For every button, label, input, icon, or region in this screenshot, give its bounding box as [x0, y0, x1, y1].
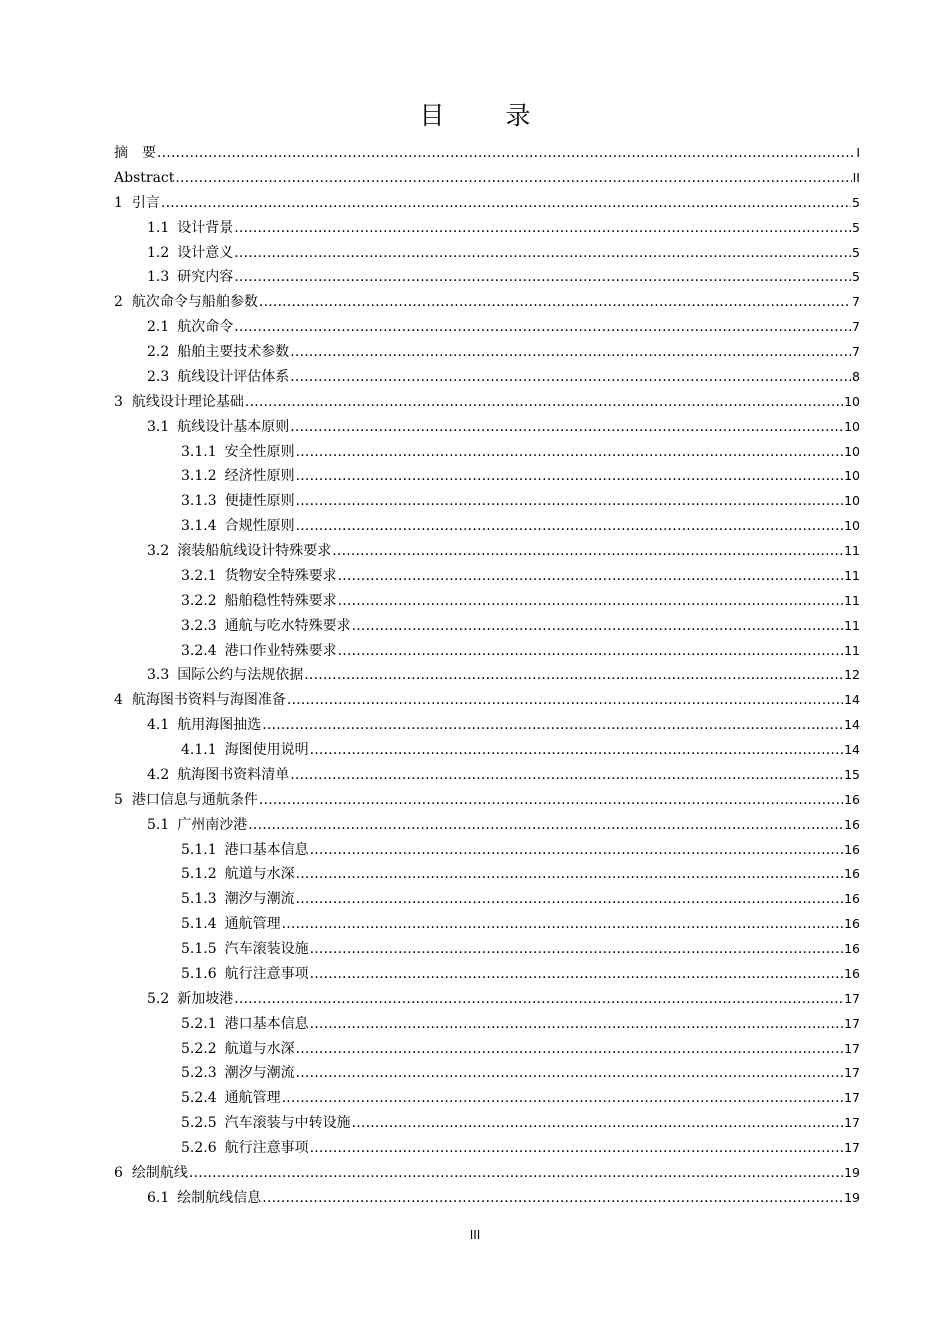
- toc-entry-page: I: [856, 145, 860, 160]
- toc-entry[interactable]: [114, 1111, 860, 1136]
- toc-entry[interactable]: [114, 340, 860, 365]
- toc-entry-page: 17: [844, 1140, 860, 1155]
- toc-dot-leader: [290, 365, 851, 390]
- toc-entry-page: 16: [844, 866, 860, 882]
- toc-entry-page: 17: [844, 1090, 860, 1106]
- toc-entry-number: 5.1: [147, 816, 170, 833]
- toc-entry-number: 5.2.3: [181, 1065, 217, 1082]
- toc-entry[interactable]: [114, 688, 860, 713]
- toc-entry-number: 5.1.1: [181, 841, 217, 858]
- toc-entry-title: 合规性原则: [224, 518, 295, 535]
- toc-entry[interactable]: [114, 390, 860, 415]
- toc-entry-page: 12: [844, 667, 860, 683]
- toc-entry[interactable]: [114, 290, 860, 315]
- toc-entry-title: 航用海图抽选: [177, 717, 262, 734]
- toc-entry-title: 港口作业特殊要求: [224, 642, 337, 659]
- toc-entry-title: 经济性原则: [224, 468, 295, 485]
- toc-entry-page: 16: [844, 841, 860, 857]
- toc-dot-leader: [304, 663, 843, 688]
- toc-entry-page: 14: [844, 717, 860, 733]
- toc-dot-leader: [262, 1186, 843, 1211]
- toc-entry-number: 5.2.2: [181, 1040, 217, 1057]
- toc-entry-page: 17: [844, 1115, 860, 1131]
- toc-entry-page: 19: [844, 1164, 860, 1180]
- toc-entry[interactable]: [114, 589, 860, 614]
- toc-entry-page: 5: [852, 219, 860, 235]
- toc-entry-title: Abstract: [114, 169, 175, 186]
- toc-entry-title: 船舶主要技术参数: [177, 344, 290, 360]
- toc-dot-leader: [234, 315, 851, 340]
- toc-entry-page: 8: [852, 368, 860, 384]
- toc-entry[interactable]: [114, 365, 860, 390]
- toc-entry-number: 1.3: [147, 269, 170, 286]
- toc-entry-title: 航行注意事项: [224, 965, 309, 982]
- toc-entry-number: 5.1.4: [181, 916, 217, 933]
- toc-entry-number: 5.1.6: [181, 965, 217, 982]
- toc-dot-leader: [157, 141, 855, 166]
- toc-entry-title: 航行注意事项: [224, 1140, 309, 1156]
- toc-entry[interactable]: [114, 788, 860, 813]
- toc-entry-page: 16: [844, 941, 860, 956]
- toc-entry-number: 2.3: [147, 368, 170, 385]
- toc-entry[interactable]: [114, 614, 860, 639]
- toc-entry-number: 2: [114, 294, 123, 311]
- toc-entry-page: 10: [844, 518, 860, 534]
- toc-entry-number: 3.2.1: [181, 567, 217, 584]
- toc-dot-leader: [296, 1037, 843, 1062]
- table-of-contents: [114, 141, 860, 1211]
- toc-entry-title: 设计背景: [177, 219, 234, 236]
- toc-entry[interactable]: [114, 1037, 860, 1062]
- toc-entry-title: 国际公约与法规依据: [177, 667, 304, 684]
- toc-entry-number: 3.1.3: [181, 493, 217, 510]
- toc-dot-leader: [338, 639, 843, 664]
- toc-entry[interactable]: [114, 1061, 860, 1086]
- toc-entry-title: 港口信息与通航条件: [131, 791, 258, 808]
- toc-entry-page: 16: [844, 891, 860, 907]
- toc-dot-leader: [296, 887, 843, 912]
- toc-entry-number: 2.2: [147, 344, 170, 360]
- toc-entry-number: 5.2.1: [181, 1015, 217, 1032]
- toc-dot-leader: [161, 191, 851, 216]
- toc-entry-title: 航道与水深: [224, 866, 295, 883]
- toc-entry-page: 10: [844, 443, 860, 459]
- toc-entry-page: 5: [852, 244, 860, 260]
- toc-dot-leader: [259, 788, 843, 813]
- toc-entry-page: 7: [852, 319, 860, 335]
- toc-entry-page: 19: [844, 1189, 860, 1205]
- toc-entry-title: 绘制航线信息: [177, 1189, 262, 1206]
- toc-entry-number: 5.1.2: [181, 866, 217, 883]
- toc-dot-leader: [310, 1012, 843, 1037]
- toc-entry-title: 绘制航线: [131, 1164, 188, 1181]
- toc-entry-title: 汽车滚装设施: [224, 941, 309, 957]
- toc-entry[interactable]: [114, 1086, 860, 1111]
- toc-entry-page: 10: [844, 468, 860, 484]
- toc-entry[interactable]: [114, 738, 860, 763]
- toc-entry-page: 11: [844, 642, 860, 658]
- toc-dot-leader: [245, 390, 843, 415]
- toc-entry-page: 16: [844, 816, 860, 832]
- toc-dot-leader: [234, 987, 843, 1012]
- toc-entry-number: 6.1: [147, 1189, 170, 1206]
- toc-entry[interactable]: [114, 962, 860, 987]
- toc-entry[interactable]: [114, 564, 860, 589]
- toc-entry[interactable]: [114, 415, 860, 440]
- toc-entry-title: 航次命令与船舶参数: [131, 294, 258, 311]
- toc-entry-page: 17: [844, 990, 860, 1006]
- toc-entry-number: 5.1.5: [181, 941, 217, 957]
- toc-entry-number: 3.2: [147, 543, 170, 559]
- toc-entry-number: 3.2.3: [181, 617, 217, 634]
- toc-entry-title: 汽车滚装与中转设施: [224, 1115, 351, 1132]
- toc-entry-title: 货物安全特殊要求: [224, 567, 337, 584]
- toc-entry-number: 5.2.4: [181, 1090, 217, 1107]
- toc-dot-leader: [296, 1061, 843, 1086]
- toc-dot-leader: [234, 241, 851, 266]
- toc-entry[interactable]: [114, 464, 860, 489]
- toc-dot-leader: [282, 1086, 843, 1111]
- toc-dot-leader: [282, 912, 843, 937]
- toc-entry[interactable]: [114, 987, 860, 1012]
- toc-entry-number: 3.1.1: [181, 443, 217, 460]
- toc-entry[interactable]: [114, 763, 860, 788]
- toc-entry-page: II: [852, 169, 860, 185]
- toc-entry[interactable]: [114, 1161, 860, 1186]
- toc-dot-leader: [338, 564, 843, 589]
- toc-entry-number: 3.1.2: [181, 468, 217, 485]
- toc-entry-page: 10: [844, 418, 860, 434]
- toc-entry[interactable]: [114, 191, 860, 216]
- toc-entry[interactable]: [114, 489, 860, 514]
- toc-entry[interactable]: [114, 912, 860, 937]
- toc-entry-title: 港口基本信息: [224, 1015, 309, 1032]
- toc-dot-leader: [310, 937, 843, 962]
- toc-entry-page: 16: [844, 965, 860, 981]
- toc-dot-leader: [310, 1136, 843, 1161]
- toc-entry-title: 广州南沙港: [177, 816, 248, 833]
- toc-entry[interactable]: [114, 514, 860, 539]
- toc-entry-number: 3.1.4: [181, 518, 217, 535]
- toc-entry[interactable]: [114, 937, 860, 962]
- toc-entry[interactable]: [114, 216, 860, 241]
- toc-dot-leader: [296, 489, 843, 514]
- toc-entry[interactable]: [114, 639, 860, 664]
- toc-entry-title: 航次命令: [177, 319, 234, 336]
- toc-entry[interactable]: [114, 713, 860, 738]
- toc-entry-page: 15: [844, 766, 860, 782]
- toc-entry[interactable]: [114, 663, 860, 688]
- page-number: III: [469, 1228, 481, 1242]
- toc-entry-number: 3.3: [147, 667, 170, 684]
- toc-dot-leader: [175, 166, 851, 191]
- toc-entry-page: 11: [844, 592, 860, 608]
- toc-dot-leader: [296, 514, 843, 539]
- toc-dot-leader: [296, 464, 843, 489]
- toc-entry-page: 14: [844, 692, 860, 708]
- toc-entry-number: 3: [114, 393, 123, 410]
- toc-entry-number: 4: [114, 692, 123, 709]
- toc-entry-number: 5.1.3: [181, 891, 217, 908]
- toc-entry[interactable]: [114, 1136, 860, 1161]
- toc-entry-title: 通航管理: [224, 1090, 281, 1107]
- toc-entry-title: 航海图书资料清单: [177, 766, 290, 783]
- toc-entry[interactable]: [114, 862, 860, 887]
- toc-entry-number: 4.1.1: [181, 742, 217, 758]
- toc-entry-page: 17: [844, 1065, 860, 1081]
- toc-entry-title: 船舶稳性特殊要求: [224, 592, 337, 609]
- toc-entry-number: 1.2: [147, 244, 170, 261]
- toc-dot-leader: [248, 813, 843, 838]
- toc-entry-title: 引言: [131, 194, 160, 211]
- toc-dot-leader: [338, 589, 843, 614]
- toc-entry-title: 航线设计基本原则: [177, 418, 290, 435]
- toc-entry-title: 摘 要: [114, 145, 156, 161]
- toc-entry-title: 安全性原则: [224, 443, 295, 460]
- toc-entry[interactable]: [114, 265, 860, 290]
- toc-entry-title: 海图使用说明: [224, 742, 309, 758]
- toc-dot-leader: [234, 265, 851, 290]
- toc-dot-leader: [189, 1161, 843, 1186]
- toc-entry-number: 2.1: [147, 319, 170, 336]
- toc-entry-page: 17: [844, 1040, 860, 1056]
- toc-entry[interactable]: [114, 166, 860, 191]
- toc-dot-leader: [262, 713, 843, 738]
- toc-entry[interactable]: [114, 1186, 860, 1211]
- toc-entry-title: 通航与吃水特殊要求: [224, 617, 351, 634]
- toc-dot-leader: [352, 1111, 843, 1136]
- toc-dot-leader: [234, 216, 851, 241]
- page-title: 目 录: [419, 101, 549, 130]
- toc-entry[interactable]: [114, 241, 860, 266]
- toc-entry-page: 7: [852, 294, 860, 310]
- toc-entry[interactable]: [114, 838, 860, 863]
- toc-dot-leader: [332, 539, 843, 564]
- toc-entry-title: 便捷性原则: [224, 493, 295, 510]
- toc-entry-page: 10: [844, 493, 860, 509]
- toc-entry-number: 3.2.4: [181, 642, 217, 659]
- toc-entry-title: 潮汐与潮流: [224, 1065, 295, 1082]
- toc-dot-leader: [290, 415, 843, 440]
- toc-entry-number: 4.2: [147, 766, 170, 783]
- toc-entry-page: 5: [852, 194, 860, 210]
- toc-dot-leader: [290, 340, 851, 365]
- toc-entry-page: 17: [844, 1015, 860, 1031]
- toc-entry-title: 设计意义: [177, 244, 234, 261]
- toc-entry-number: 1.1: [147, 219, 170, 236]
- toc-entry-page: 11: [844, 567, 860, 583]
- toc-entry-page: 14: [844, 742, 860, 757]
- toc-entry-title: 研究内容: [177, 269, 234, 286]
- toc-dot-leader: [310, 838, 843, 863]
- toc-entry-page: 16: [844, 916, 860, 932]
- toc-entry[interactable]: [114, 813, 860, 838]
- toc-dot-leader: [296, 862, 843, 887]
- toc-entry-title: 港口基本信息: [224, 841, 309, 858]
- toc-dot-leader: [310, 962, 843, 987]
- toc-entry-title: 航道与水深: [224, 1040, 295, 1057]
- toc-entry-number: 1: [114, 194, 123, 211]
- toc-entry-page: 7: [852, 344, 860, 359]
- toc-entry-title: 潮汐与潮流: [224, 891, 295, 908]
- toc-entry-title: 航海图书资料与海图准备: [131, 692, 286, 709]
- toc-entry-number: 3.1: [147, 418, 170, 435]
- toc-entry-number: 3.2.2: [181, 592, 217, 609]
- toc-entry-page: 11: [844, 617, 860, 633]
- toc-entry-number: 4.1: [147, 717, 170, 734]
- toc-entry[interactable]: [114, 887, 860, 912]
- toc-entry-page: 5: [852, 269, 860, 285]
- toc-entry-number: 6: [114, 1164, 123, 1181]
- toc-entry-number: 5: [114, 791, 123, 808]
- toc-entry-title: 航线设计理论基础: [131, 393, 244, 410]
- toc-entry[interactable]: [114, 1012, 860, 1037]
- toc-dot-leader: [259, 290, 851, 315]
- toc-dot-leader: [290, 763, 843, 788]
- toc-dot-leader: [296, 440, 843, 465]
- toc-entry-page: 10: [844, 393, 860, 409]
- toc-dot-leader: [352, 614, 843, 639]
- toc-entry[interactable]: [114, 315, 860, 340]
- toc-entry[interactable]: [114, 440, 860, 465]
- toc-entry-page: 11: [844, 543, 860, 558]
- toc-entry[interactable]: [114, 539, 860, 564]
- toc-entry-number: 5.2: [147, 990, 170, 1007]
- toc-entry-page: 16: [844, 791, 860, 807]
- toc-entry-number: 5.2.5: [181, 1115, 217, 1132]
- toc-entry-title: 通航管理: [224, 916, 281, 933]
- toc-entry[interactable]: [114, 141, 860, 166]
- toc-entry-title: 新加坡港: [177, 990, 234, 1007]
- toc-entry-number: 5.2.6: [181, 1140, 217, 1156]
- toc-entry-title: 航线设计评估体系: [177, 368, 290, 385]
- toc-dot-leader: [287, 688, 843, 713]
- toc-entry-title: 滚装船航线设计特殊要求: [177, 543, 332, 559]
- toc-dot-leader: [310, 738, 843, 763]
